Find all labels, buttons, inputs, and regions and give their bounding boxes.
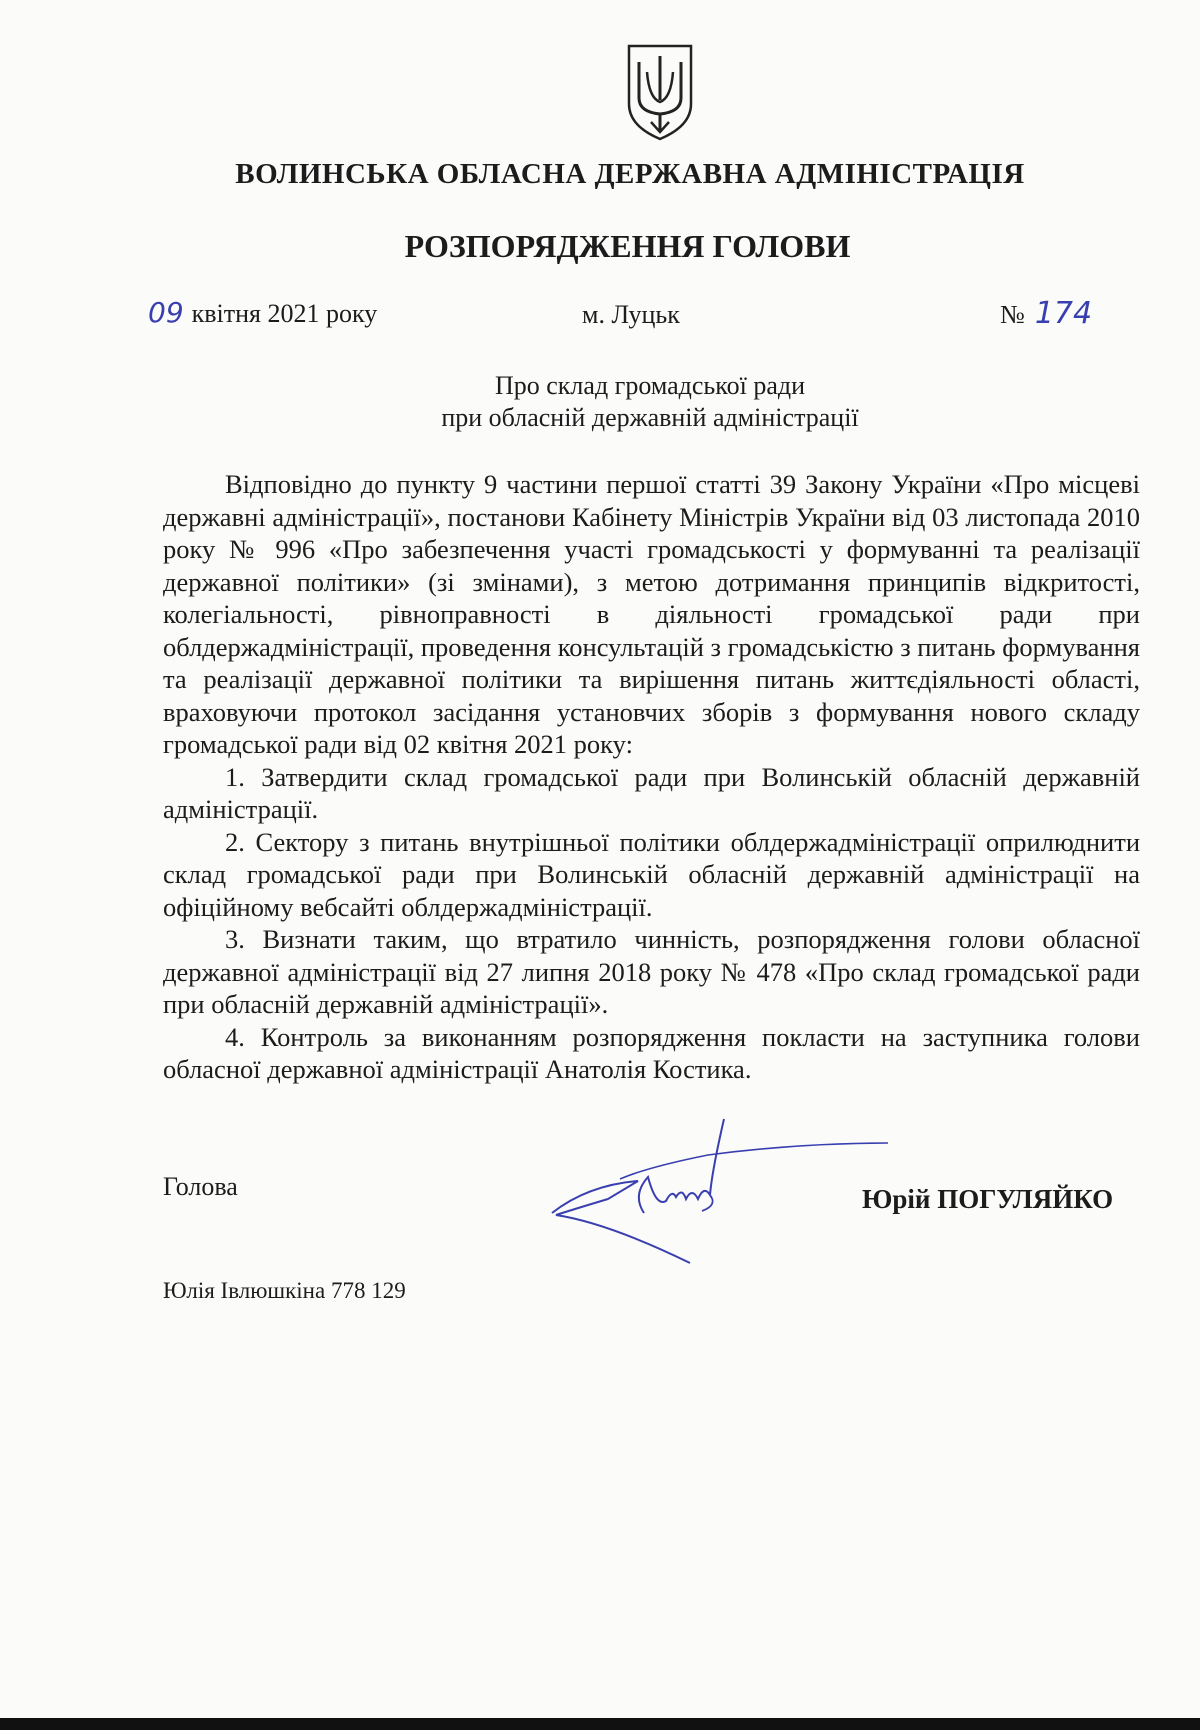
organization-name: ВОЛИНСЬКА ОБЛАСНА ДЕРЖАВНА АДМІНІСТРАЦІЯ xyxy=(235,158,1025,190)
signatory-name: Юрій ПОГУЛЯЙКО xyxy=(862,1184,1114,1214)
document-subject xyxy=(0,370,1200,434)
date-rest: квітня 2021 року xyxy=(191,299,378,328)
number-handwritten: 174 xyxy=(1034,296,1093,331)
order-item-4: 4. Контроль за виконанням розпорядження покласти на заступника голови обласної державної адміністрації Анатолія Костика. xyxy=(163,1021,1140,1084)
order-item-2: 2. Сектору з питань внутрішньої політики облдержадміністрації оприлюднити склад громадської ради при Волинській обласній державній адміністрації на офіційному вебсайті облдержадміністрації. xyxy=(163,826,1140,922)
document-city: м. Луцьк xyxy=(582,300,680,329)
document-date xyxy=(148,296,377,329)
document-type: РОЗПОРЯДЖЕННЯ ГОЛОВИ xyxy=(404,228,851,264)
handwritten-signature xyxy=(548,1115,888,1275)
order-item-1: 1. Затвердити склад громадської ради при Волинській обласній державній адміністрації. xyxy=(163,761,1140,824)
signatory-role: Голова xyxy=(163,1172,238,1201)
subject-line-1: Про склад громадської ради xyxy=(494,371,806,400)
preamble-paragraph: Відповідно до пункту 9 частини першої статті 39 Закону України «Про місцеві державні адміністрації», постанови Кабінету Міністрів України від 03 листопада 2010 року № 996 «Про забезпечення участі громадськості у формуванні та реалізації державної політики» (зі змінами), з метою дотримання принципів відкритості, колегіальності, рівноправності в діяльності громадської ради при облдержадміністрації, проведення консультацій з громадськістю з питань формування та реалізації державної політики та вирішення питань життєдіяльності області, враховуючи протокол засідання установчих зборів з формування нового складу громадської ради від 02 квітня 2021 року: xyxy=(163,469,1140,759)
trident-icon xyxy=(625,42,695,142)
order-item-3: 3. Визнати таким, що втратило чинність, розпорядження голови обласної державної адміністрації від 27 липня 2018 року № 478 «Про склад громадської ради при обласній державній адміністрації». xyxy=(163,924,1140,1019)
document-number xyxy=(1000,296,1092,331)
number-label: № xyxy=(1000,300,1025,329)
document-body xyxy=(163,468,1140,1086)
scan-edge xyxy=(0,1718,1200,1730)
date-day-handwritten: 09 xyxy=(148,296,184,329)
subject-line-2: при обласній державній адміністрації xyxy=(441,403,859,432)
contact-line: Юлія Івлюшкіна 778 129 xyxy=(163,1278,406,1303)
